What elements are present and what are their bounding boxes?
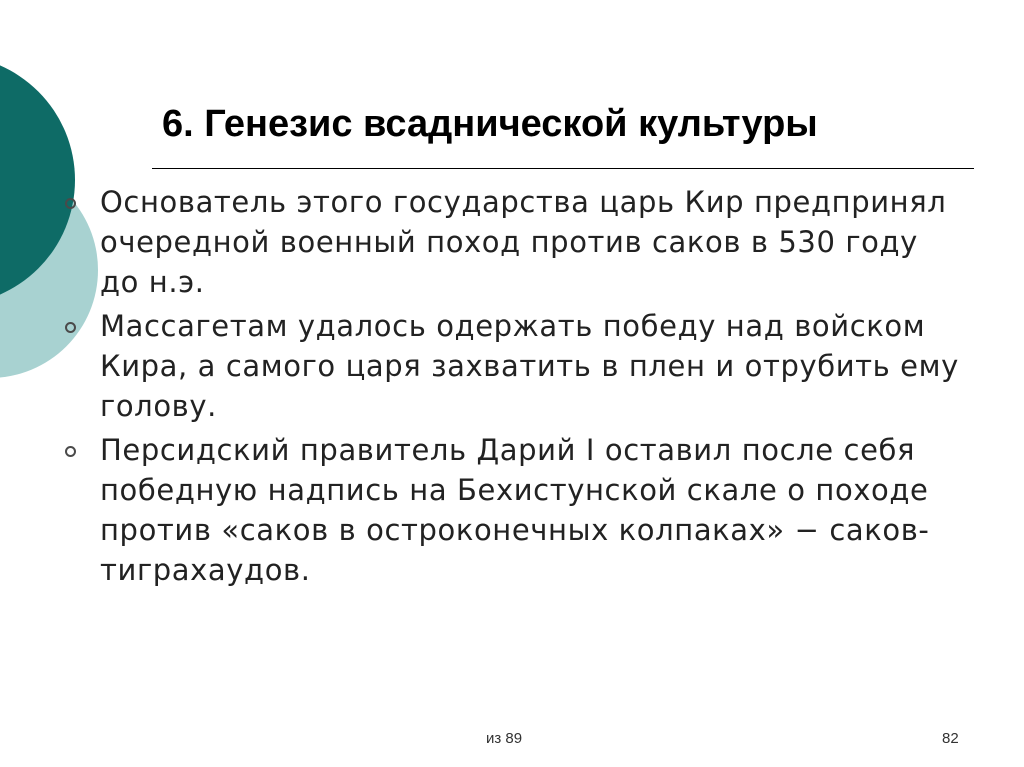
hollow-circle-bullet-icon	[65, 446, 76, 457]
page-number: 82	[942, 730, 959, 747]
page-total-label: из 89	[486, 730, 523, 747]
bullet-item	[62, 430, 962, 590]
bullet-item	[62, 306, 962, 426]
title-divider	[152, 168, 974, 169]
slide-title: 6. Генезис всаднической культуры	[162, 103, 818, 145]
hollow-circle-bullet-icon	[65, 322, 76, 333]
bullet-list	[62, 182, 962, 594]
bullet-item	[62, 182, 962, 302]
bullet-text: Персидский правитель Дарий I оставил после себя победную надпись на Бехистунской скале о походе против «саков в остроконечных колпаках» − саков-тиграхаудов.	[100, 433, 930, 587]
hollow-circle-bullet-icon	[65, 198, 76, 209]
bullet-text: Основатель этого государства царь Кир предпринял очередной военный поход против саков в 530 году до н.э.	[100, 185, 947, 299]
bullet-text: Массагетам удалось одержать победу над войском Кира, а самого царя захватить в плен и отрубить ему голову.	[100, 309, 959, 423]
